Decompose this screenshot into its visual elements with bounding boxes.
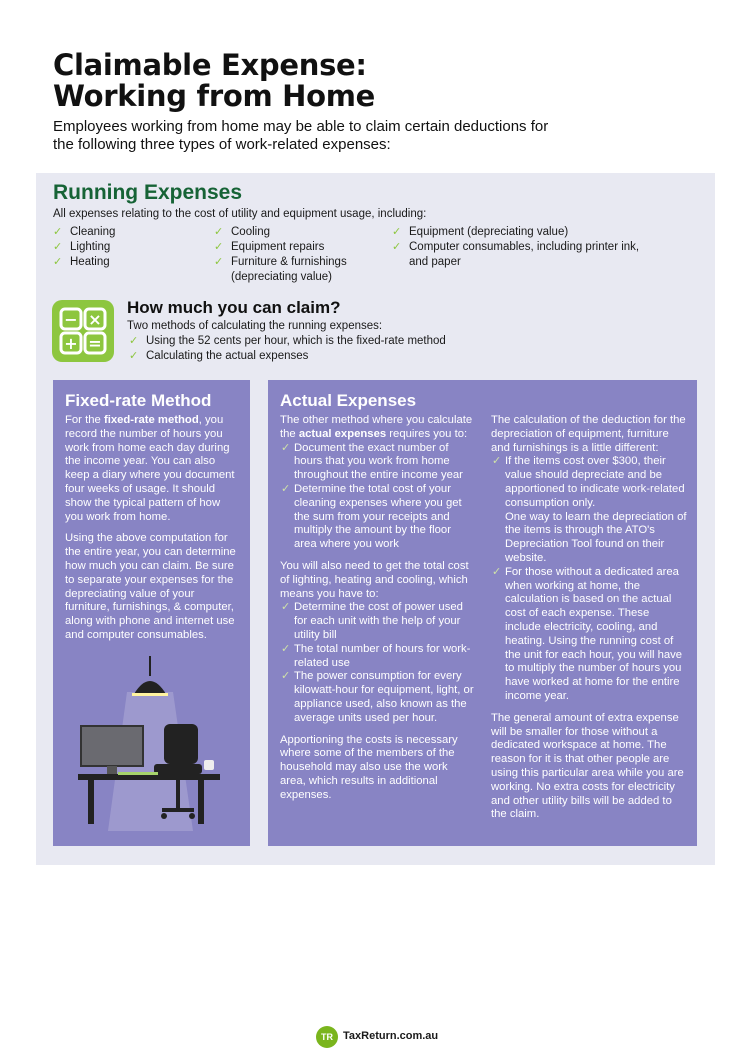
fixed-rate-text xyxy=(65,414,241,651)
fixed-rate-box xyxy=(53,380,250,846)
actual-left-column xyxy=(280,414,476,803)
intro-text: Employees working from home may be able to claim certain deductions for the following three types of work-related expenses: xyxy=(53,118,549,153)
calculator-icon xyxy=(52,300,114,362)
home-office-illustration xyxy=(78,656,228,831)
list-item: ✓ Using the 52 cents per hour, which is the fixed-rate method xyxy=(128,334,488,349)
page-title xyxy=(53,50,375,112)
text-bold: fixed-rate method xyxy=(103,414,199,426)
list-item: ✓ Heating xyxy=(52,255,202,270)
actual-mid-text: You will also need to get the total cost of lighting, heating and cooling, which means you have to: xyxy=(280,559,469,600)
calc-minus: − xyxy=(64,310,78,329)
claim-subtitle: Two methods of calculating the running expenses: xyxy=(127,320,383,332)
actual-outro-text: Apportioning the costs is necessary where some of the members of the household may also use the work area, which results in additional expenses. xyxy=(280,733,458,801)
text-run: For the xyxy=(65,414,104,426)
list-item: ✓ Lighting xyxy=(52,240,202,255)
actual-expenses-box xyxy=(268,380,697,846)
list-item: ✓ The power consumption for every kilowatt-hour for equipment, light, or appliance used, also known as the average units used per hour. xyxy=(280,670,476,725)
list-item: ✓ Determine the cost of power used for each unit with the help of your utility bill xyxy=(280,601,476,642)
title-line-2: Working from Home xyxy=(53,79,376,113)
text-run: , you record the number of hours you work from home each day during the income year. You can also keep a diary where you document four weeks of usage. It should show the typical pattern of how you work from home. xyxy=(65,414,235,523)
footer-brand: TaxReturn.com.au xyxy=(343,1030,439,1042)
fixed-rate-paragraph-2: Using the above computation for the entire year, you can determine how much you can claim. Be sure to separate your expenses for the depreciating value of your furniture, furnishings, & computer, along with phone and internet use and computer consumables. xyxy=(65,532,236,641)
list-item: ✓ The total number of hours for work-related use xyxy=(280,643,476,671)
actual-list-2 xyxy=(280,601,476,725)
calc-plus: + xyxy=(64,334,78,353)
text-run: If the items cost over $300, their value should depreciate and be apportioned to indicate work-related consumption only. xyxy=(505,455,685,509)
list-item: ✓ Equipment (depreciating value) xyxy=(391,225,651,240)
claim-methods-list xyxy=(128,334,488,364)
running-expenses-subtitle: All expenses relating to the cost of utility and equipment usage, including: xyxy=(53,208,427,220)
depreciation-outro: The general amount of extra expense will be smaller for those without a dedicated workspace at home. The reason for it is that other people are using this particular area while you are working. No extra costs for electricity and other utility bills will be added to the claim. xyxy=(491,711,684,821)
depreciation-intro: The calculation of the deduction for the depreciation of equipment, furniture and furnishings is a little different: xyxy=(491,414,686,454)
text-run: The other method where you calculate the xyxy=(280,414,473,440)
depreciation-list xyxy=(491,455,687,703)
list-item: ✓ Document the exact number of hours that you work from home throughout the entire income year xyxy=(280,442,476,483)
text-run: One way to learn the depreciation of the items is through the ATO's Depreciation Tool found on their website. xyxy=(505,510,687,564)
list-item: ✓ Calculating the actual expenses xyxy=(128,349,488,364)
list-item: ✓ Cooling xyxy=(213,225,383,240)
text-bold: actual expenses xyxy=(298,427,387,440)
list-item xyxy=(491,455,687,565)
list-item: ✓ For those without a dedicated area when working at home, the calculation is based on the actual cost of each expense. These include electricity, cooling, and heating. Using the running cost of the unit for each hour, you will have to multiply the number of hours you have worked at home for the entire income year. xyxy=(491,566,687,704)
calc-equals: = xyxy=(88,334,102,353)
fixed-rate-heading: Fixed-rate Method xyxy=(65,391,212,410)
running-list-col3 xyxy=(391,225,651,270)
claim-heading: How much you can claim? xyxy=(127,298,341,317)
running-list-col1 xyxy=(52,225,202,270)
list-item: ✓ Furniture & furnishings (depreciating value) xyxy=(213,255,383,285)
actual-right-column xyxy=(491,414,687,822)
calc-times: × xyxy=(88,310,102,329)
running-expenses-heading: Running Expenses xyxy=(53,181,243,204)
list-item: ✓ Equipment repairs xyxy=(213,240,383,255)
actual-list-1 xyxy=(280,442,476,552)
running-list-col2 xyxy=(213,225,383,285)
list-item: ✓ Computer consumables, including printer ink, and paper xyxy=(391,240,651,270)
title-line-1: Claimable Expense: xyxy=(53,48,367,82)
text-run: requires you to: xyxy=(386,427,468,440)
list-item: ✓ Cleaning xyxy=(52,225,202,240)
list-item: ✓ Determine the total cost of your cleaning expenses where you get the sum from your receipts and multiply the amount by the floor area where you work xyxy=(280,483,476,552)
actual-expenses-heading: Actual Expenses xyxy=(280,391,417,410)
taxreturn-logo-icon: TR xyxy=(316,1026,338,1048)
